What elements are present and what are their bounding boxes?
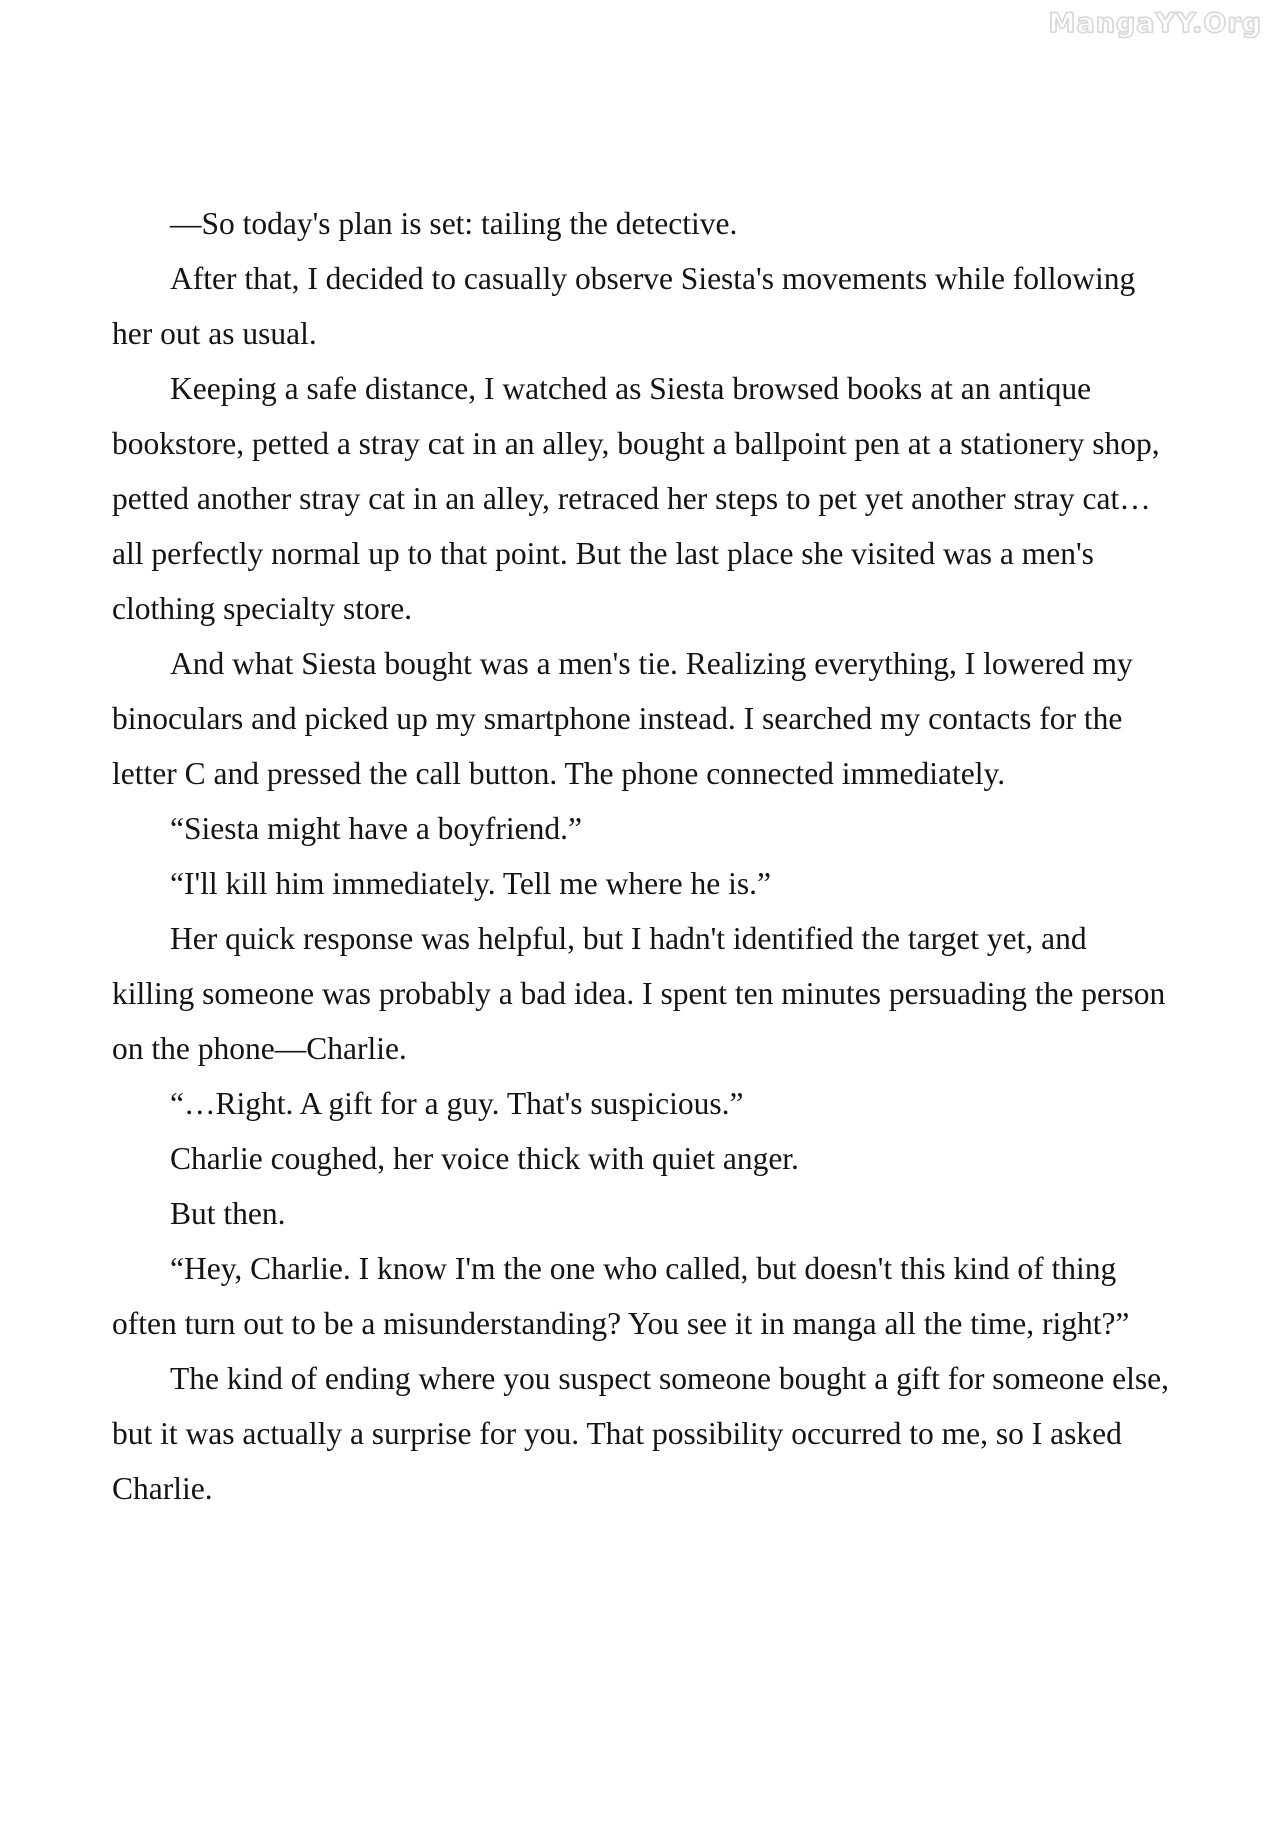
paragraph: “…Right. A gift for a guy. That's suspicious.” (170, 1086, 744, 1121)
site-watermark: MangaYY.Org (1048, 8, 1262, 39)
paragraph: Her quick response was helpful, but I hadn't identified the target yet, and killing someone was probably a bad idea. I spent ten minutes persuading the person on the phone—Charlie. (112, 921, 1166, 1066)
paragraph: After that, I decided to casually observe Siesta's movements while following her out as usual. (112, 261, 1136, 351)
paragraph: “Siesta might have a boyfriend.” (170, 811, 582, 846)
paragraph: The kind of ending where you suspect someone bought a gift for someone else, but it was actually a surprise for you. That possibility occurred to me, so I asked Charlie. (112, 1361, 1170, 1506)
paragraph: But then. (170, 1196, 286, 1231)
paragraph: “Hey, Charlie. I know I'm the one who called, but doesn't this kind of thing often turn out to be a misunderstanding? You see it in manga all the time, right?” (112, 1251, 1130, 1341)
paragraph: —So today's plan is set: tailing the detective. (170, 206, 738, 241)
paragraph: And what Siesta bought was a men's tie. Realizing everything, I lowered my binoculars and picked up my smartphone instead. I searched my contacts for the letter C and pressed the call button. The phone connected immediately. (112, 646, 1133, 791)
page-body-text (112, 196, 1172, 1516)
paragraph: Charlie coughed, her voice thick with quiet anger. (170, 1141, 799, 1176)
paragraph: “I'll kill him immediately. Tell me where he is.” (170, 866, 771, 901)
paragraph: Keeping a safe distance, I watched as Siesta browsed books at an antique bookstore, petted a stray cat in an alley, bought a ballpoint pen at a stationery shop, petted another stray cat in an alley, retraced her steps to pet yet another stray cat… all perfectly normal up to that point. But the last place she visited was a men's clothing specialty store. (112, 371, 1160, 626)
